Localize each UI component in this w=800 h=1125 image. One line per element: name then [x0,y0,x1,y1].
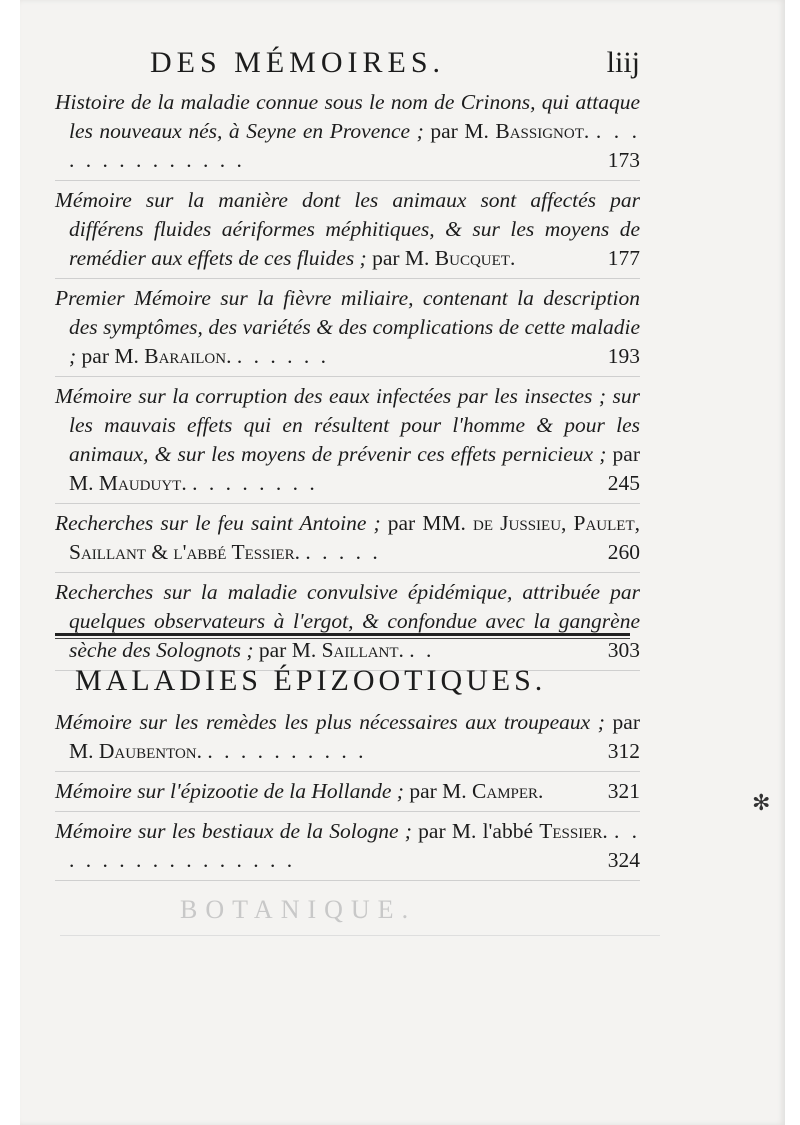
entry-page-number: 260 [607,540,640,564]
bleed-through-rule [60,935,660,976]
list-item: Mémoire sur l'épizootie de la Hollande ; par M. Camper. 321 [55,777,640,812]
ink-mark: ✻ [752,790,771,815]
contents-list-bottom [55,708,640,886]
entry-page-number: 245 [607,471,640,495]
entry-page-number: 303 [607,638,640,662]
running-title: DES MÉMOIRES. [150,46,446,79]
list-item: Recherches sur la maladie convulsive épidémique, attribuée par quelques observateurs à l'ergot, & confondue avec la gangrène sèche des Solognots ; par M. Saillant. . . 303 [55,578,640,671]
section-divider [55,633,630,639]
list-item: Premier Mémoire sur la fièvre miliaire, contenant la description des symptômes, des variétés & des complications de cette maladie ; par M. Barailon. . . . . . . 193 [55,284,640,377]
list-item: Mémoire sur les remèdes les plus nécessaires aux troupeaux ; par M. Daubenton. . . . . . . . . . . 312 [55,708,640,772]
list-item: Mémoire sur les bestiaux de la Sologne ; par M. l'abbé Tessier. . . . . . . . . . . . . . . . . 324 [55,817,640,881]
list-item: Recherches sur le feu saint Antoine ; par MM. de Jussieu, Paulet, Saillant & l'abbé Tessier. . . . . . 260 [55,509,640,573]
entry-page-number: 173 [607,148,640,172]
entry-page-number: 177 [607,246,640,270]
entry-page-number: 321 [607,779,640,803]
page-number: liij [606,46,640,79]
bleed-through-heading: BOTANIQUE. [180,895,417,924]
list-item: Mémoire sur la manière dont les animaux sont affectés par différens fluides aériformes méphitiques, & sur les moyens de remédier aux effets de ces fluides ; par M. Bucquet. 177 [55,186,640,279]
section-title: MALADIES ÉPIZOOTIQUES. [75,664,547,697]
list-item: Histoire de la maladie connue sous le nom de Crinons, qui attaque les nouveaux nés, à Seyne en Provence ; par M. Bassignot. . . . . . . . . . . . . . . 173 [55,88,640,181]
list-item: Mémoire sur la corruption des eaux infectées par les insectes ; sur les mauvais effets qui en résultent pour l'homme & pour les animaux, & sur les moyens de prévenir ces effets pernicieux ; par M. Mauduyt. . . . . . . . . 245 [55,382,640,504]
contents-list-top [55,88,640,676]
running-head [150,46,640,82]
entry-page-number: 324 [607,848,640,872]
entry-page-number: 193 [607,344,640,368]
entry-page-number: 312 [607,739,640,763]
